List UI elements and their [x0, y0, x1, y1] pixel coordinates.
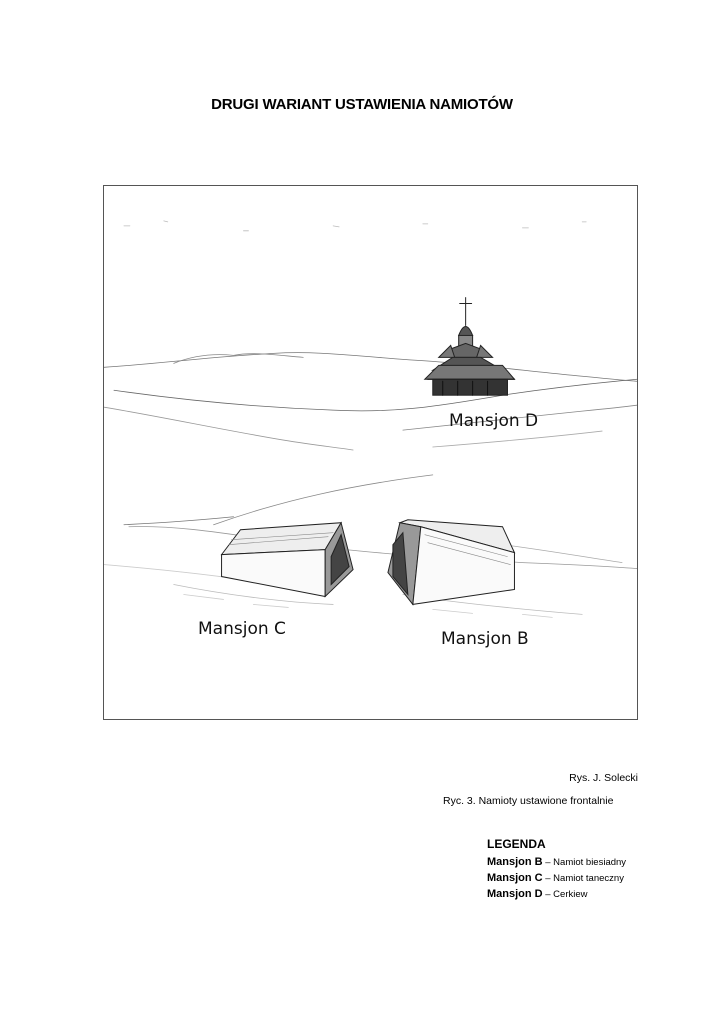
legend-desc: – Namiot biesiadny: [542, 857, 627, 868]
legend-title: LEGENDA: [487, 837, 546, 851]
figure-caption: Ryc. 3. Namioty ustawione frontalnie: [443, 795, 614, 807]
legend-desc: – Namiot taneczny: [542, 873, 624, 884]
legend-item: [487, 886, 626, 902]
page-title: DRUGI WARIANT USTAWIENIA NAMIOTÓW: [211, 96, 513, 113]
label-mansjon-c: Mansjon C: [198, 619, 286, 639]
legend-key: Mansjon D: [487, 888, 543, 900]
pencil-sketch-drawing: [104, 186, 637, 719]
label-mansjon-b: Mansjon B: [441, 629, 529, 649]
sketch-figure: [103, 185, 638, 720]
legend-item: [487, 854, 626, 870]
drawing-credit: Rys. J. Solecki: [569, 772, 638, 784]
legend: [487, 837, 626, 902]
legend-desc: – Cerkiew: [542, 889, 588, 900]
legend-item: [487, 870, 626, 886]
label-mansjon-d: Mansjon D: [449, 411, 539, 431]
legend-key: Mansjon C: [487, 872, 543, 884]
legend-key: Mansjon B: [487, 856, 543, 868]
